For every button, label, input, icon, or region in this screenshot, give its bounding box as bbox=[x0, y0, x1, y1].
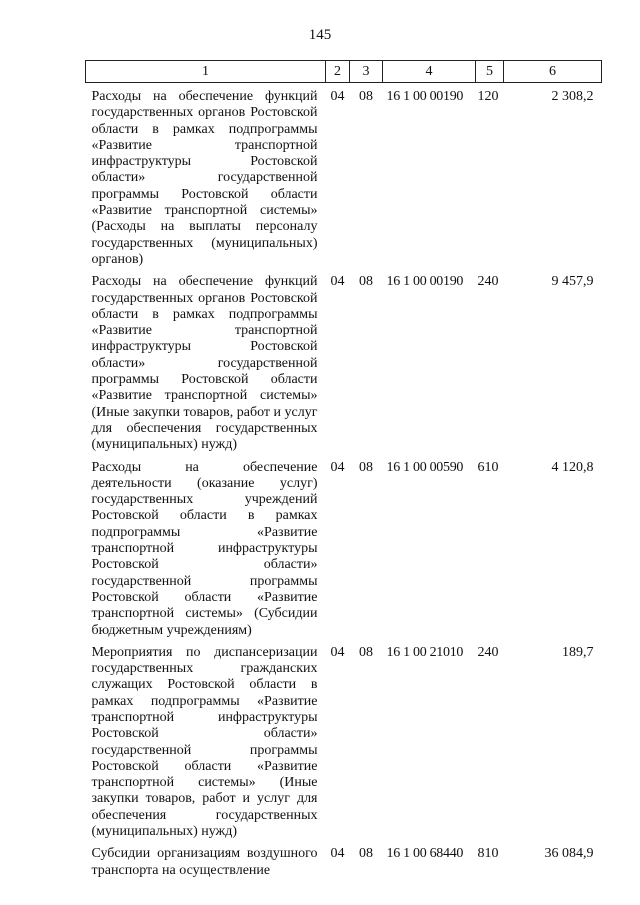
row-description: Расходы на обеспечение функций государственных органов Ростовской области в рамках подпрограммы «Развитие транспортной инфраструктуры Ростовской области» государственной программы Ростовской области «Развитие транспортной системы» (Расходы на выплаты персоналу государственных (муниципальных) органов) bbox=[91, 89, 318, 267]
header-cell-6: 6 bbox=[504, 61, 602, 83]
row-amount: 2 308,2 bbox=[551, 89, 594, 104]
row-subsection-code: 08 bbox=[359, 89, 373, 104]
header-row bbox=[86, 61, 602, 83]
row-target-article: 16 1 00 00190 bbox=[386, 274, 464, 290]
row-expense-type: 240 bbox=[477, 644, 499, 660]
row-description: Субсидии организациям воздушного транспорта на осуществление bbox=[91, 846, 318, 878]
row-target-article: 16 1 00 21010 bbox=[386, 644, 464, 660]
row-expense-type: 810 bbox=[477, 846, 499, 862]
row-section-code: 04 bbox=[330, 644, 345, 660]
row-section-code: 04 bbox=[330, 846, 345, 862]
budget-table bbox=[85, 60, 602, 879]
row-section-code: 04 bbox=[330, 274, 345, 290]
table-row bbox=[86, 83, 602, 269]
header-cell-4: 4 bbox=[383, 61, 476, 83]
row-subsection-code: 08 bbox=[359, 274, 373, 290]
table-row bbox=[86, 268, 602, 453]
row-target-article: 16 1 00 00590 bbox=[386, 459, 464, 475]
table-body bbox=[86, 83, 602, 879]
row-expense-type: 610 bbox=[477, 459, 499, 475]
row-expense-type: 240 bbox=[477, 274, 499, 290]
row-section-code: 04 bbox=[330, 459, 345, 475]
header-cell-5: 5 bbox=[476, 61, 504, 83]
row-target-article: 16 1 00 00190 bbox=[386, 89, 464, 104]
row-description: Расходы на обеспечение деятельности (оказание услуг) государственных учреждений Ростовской области в рамках подпрограммы «Развитие транспортной инфраструктуры Ростовской области» государственной программы Ростовской области «Развитие транспортной системы» (Субсидии бюджетным учреждениям) bbox=[91, 459, 318, 638]
row-description: Расходы на обеспечение функций государственных органов Ростовской области в рамках подпрограммы «Развитие транспортной инфраструктуры Ростовской области» государственной программы Ростовской области «Развитие транспортной системы» (Иные закупки товаров, работ и услуг для обеспечения государственных (муниципальных) нужд) bbox=[91, 274, 318, 453]
row-expense-type: 120 bbox=[477, 89, 499, 104]
row-subsection-code: 08 bbox=[359, 644, 373, 660]
header-cell-1: 1 bbox=[86, 61, 326, 83]
row-amount: 9 457,9 bbox=[551, 274, 594, 290]
row-amount: 4 120,8 bbox=[551, 459, 594, 475]
row-amount: 189,7 bbox=[562, 644, 594, 660]
row-subsection-code: 08 bbox=[359, 846, 373, 862]
table-row bbox=[86, 639, 602, 841]
table-row bbox=[86, 840, 602, 879]
table-row bbox=[86, 454, 602, 639]
row-target-article: 16 1 00 68440 bbox=[386, 846, 464, 862]
row-subsection-code: 08 bbox=[359, 459, 373, 475]
header-cell-3: 3 bbox=[350, 61, 383, 83]
row-section-code: 04 bbox=[330, 89, 345, 104]
page-number: 145 bbox=[308, 27, 332, 43]
header-cell-2: 2 bbox=[326, 61, 350, 83]
table-header bbox=[86, 61, 602, 83]
row-amount: 36 084,9 bbox=[544, 846, 594, 862]
row-description: Мероприятия по диспансеризации государственных гражданских служащих Ростовской области в рамках подпрограммы «Развитие транспортной инфраструктуры Ростовской области» государственной программы Ростовской области «Развитие транспортной системы» (Иные закупки товаров, работ и услуг для обеспечения государственных (муниципальных) нужд) bbox=[91, 644, 318, 840]
